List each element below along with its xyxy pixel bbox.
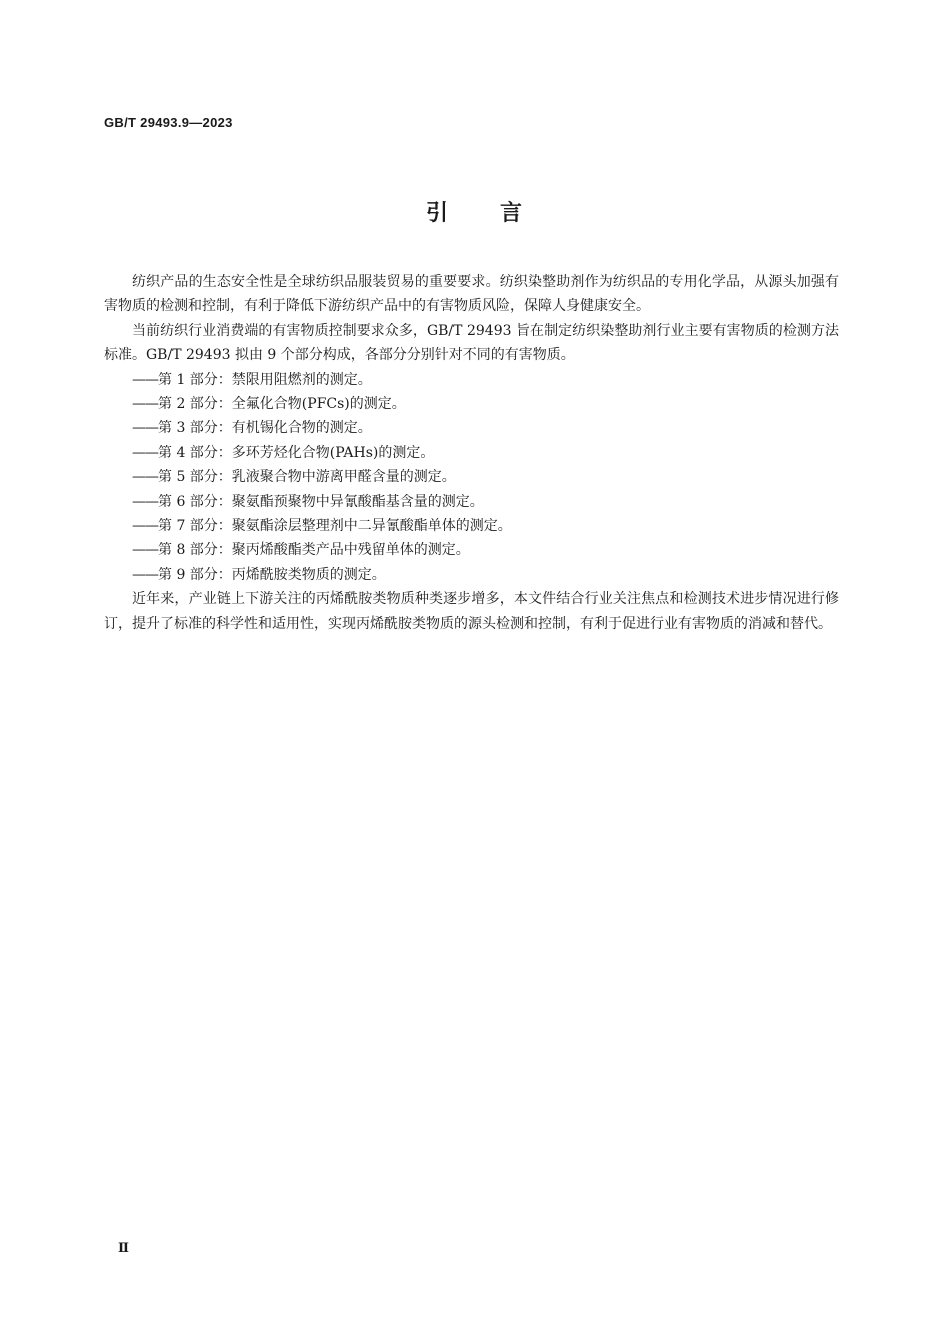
paragraph-standard-scope: 当前纺织行业消费端的有害物质控制要求众多，GB/T 29493 旨在制定纺织染整助剂行业主要有害物质的检测方法标准。GB/T 29493 拟由 9 个部分构成，各部分分别针对不同的有害物质。 [104, 322, 839, 364]
paragraph-revision-rationale: 近年来，产业链上下游关注的丙烯酰胺类物质种类逐步增多，本文件结合行业关注焦点和检测技术进步情况进行修订，提升了标准的科学性和适用性，实现丙烯酰胺类物质的源头检测和控制，有利于促进行业有害物质的消减和替代。 [104, 591, 839, 632]
introduction-body [104, 270, 839, 636]
standard-code: GB/T 29493.9—2023 [104, 115, 233, 130]
list-item: ——第 2 部分：全氟化合物(PFCs)的测定。 [132, 396, 406, 413]
title-char-2: 言 [500, 201, 525, 226]
list-item: ——第 8 部分：聚丙烯酸酯类产品中残留单体的测定。 [132, 542, 470, 559]
list-dash: —— [132, 566, 158, 583]
list-dash: —— [132, 518, 158, 535]
list-dash: —— [132, 469, 158, 486]
list-item: ——第 6 部分：聚氨酯预聚物中异氰酸酯基含量的测定。 [132, 493, 484, 510]
list-dash: —— [132, 420, 158, 437]
list-item: ——第 5 部分：乳液聚合物中游离甲醛含量的测定。 [132, 469, 456, 486]
title-char-1: 引 [425, 201, 450, 226]
list-dash: —— [132, 396, 158, 413]
list-dash: —— [132, 542, 158, 559]
section-title [0, 196, 950, 227]
list-item: ——第 1 部分：禁限用阻燃剂的测定。 [132, 371, 372, 388]
parts-list [104, 368, 839, 588]
list-item: ——第 3 部分：有机锡化合物的测定。 [132, 420, 372, 437]
list-item: ——第 7 部分：聚氨酯涂层整理剂中二异氰酸酯单体的测定。 [132, 518, 512, 535]
list-dash: —— [132, 493, 158, 510]
list-item: ——第 4 部分：多环芳烃化合物(PAHs)的测定。 [132, 444, 435, 461]
page-number: Ⅱ [118, 1240, 129, 1255]
list-item: ——第 9 部分：丙烯酰胺类物质的测定。 [132, 566, 386, 583]
paragraph-intro: 纺织产品的生态安全性是全球纺织品服装贸易的重要要求。纺织染整助剂作为纺织品的专用化学品，从源头加强有害物质的检测和控制，有利于降低下游纺织产品中的有害物质风险，保障人身健康安全。 [104, 274, 839, 315]
list-dash: —— [132, 371, 158, 388]
list-dash: —— [132, 444, 158, 461]
